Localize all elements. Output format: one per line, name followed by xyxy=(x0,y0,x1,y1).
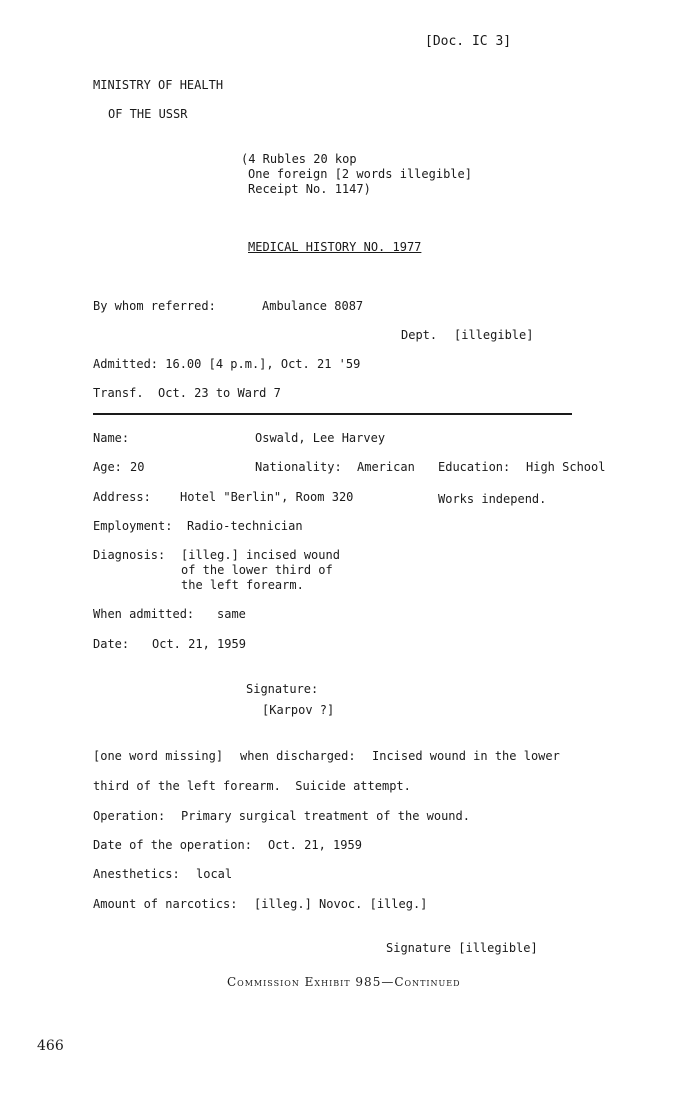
medical-history-title: MEDICAL HISTORY NO. 1977 xyxy=(248,240,422,254)
date-label: Date: xyxy=(93,637,130,651)
discharge-value: Incised wound in the lower xyxy=(372,749,560,763)
when-admitted-label: When admitted: xyxy=(93,607,195,621)
ministry-line-2: OF THE USSR xyxy=(108,107,188,121)
address-value: Hotel "Berlin", Room 320 xyxy=(180,490,354,504)
operation-label: Operation: xyxy=(93,809,166,823)
referred-value: Ambulance 8087 xyxy=(262,299,364,313)
employment-label: Employment: xyxy=(93,519,173,533)
age-value: 20 xyxy=(130,460,145,474)
diagnosis-line-1: [illeg.] incised wound xyxy=(181,548,340,562)
operation-date-label: Date of the operation: xyxy=(93,838,252,852)
employment-value: Radio-technician xyxy=(187,519,303,533)
doc-reference: [Doc. IC 3] xyxy=(425,34,512,49)
horizontal-rule xyxy=(93,413,572,415)
page-number: 466 xyxy=(37,1038,64,1054)
nationality-value: American xyxy=(357,460,415,474)
narcotics-label: Amount of narcotics: xyxy=(93,897,238,911)
exhibit-caption: Commission Exhibit 985—Continued xyxy=(227,975,461,989)
fee-line-1: (4 Rubles 20 kop xyxy=(241,152,357,166)
education-label: Education: xyxy=(438,460,511,474)
age-label: Age: xyxy=(93,460,122,474)
name-label: Name: xyxy=(93,431,130,445)
operation-date-value: Oct. 21, 1959 xyxy=(268,838,362,852)
signature-illegible: Signature [illegible] xyxy=(386,941,538,955)
ministry-line-1: MINISTRY OF HEALTH xyxy=(93,78,224,92)
anesthetics-label: Anesthetics: xyxy=(93,867,180,881)
works-value: Works independ. xyxy=(438,492,547,506)
when-admitted-value: same xyxy=(217,607,246,621)
name-value: Oswald, Lee Harvey xyxy=(255,431,386,445)
diagnosis-line-2: of the lower third of xyxy=(181,563,333,577)
nationality-label: Nationality: xyxy=(255,460,342,474)
dept-value: [illegible] xyxy=(454,328,534,342)
diagnosis-label: Diagnosis: xyxy=(93,548,166,562)
admitted-line: Admitted: 16.00 [4 p.m.], Oct. 21 '59 xyxy=(93,357,361,371)
discharge-line-2: third of the left forearm. Suicide attempt. xyxy=(93,779,411,793)
transfer-line: Transf. Oct. 23 to Ward 7 xyxy=(93,386,281,400)
signature-label: Signature: xyxy=(246,682,319,696)
fee-line-3: Receipt No. 1147) xyxy=(248,182,371,196)
operation-value: Primary surgical treatment of the wound. xyxy=(181,809,470,823)
narcotics-value: [illeg.] Novoc. [illeg.] xyxy=(254,897,428,911)
discharge-prefix: [one word missing] xyxy=(93,749,224,763)
dept-label: Dept. xyxy=(401,328,438,342)
signature-value: [Karpov ?] xyxy=(262,703,335,717)
fee-line-2: One foreign [2 words illegible] xyxy=(248,167,472,181)
diagnosis-line-3: the left forearm. xyxy=(181,578,304,592)
referred-label: By whom referred: xyxy=(93,299,216,313)
anesthetics-value: local xyxy=(196,867,233,881)
address-label: Address: xyxy=(93,490,151,504)
education-value: High School xyxy=(526,460,606,474)
discharge-label: when discharged: xyxy=(240,749,356,763)
date-value: Oct. 21, 1959 xyxy=(152,637,246,651)
